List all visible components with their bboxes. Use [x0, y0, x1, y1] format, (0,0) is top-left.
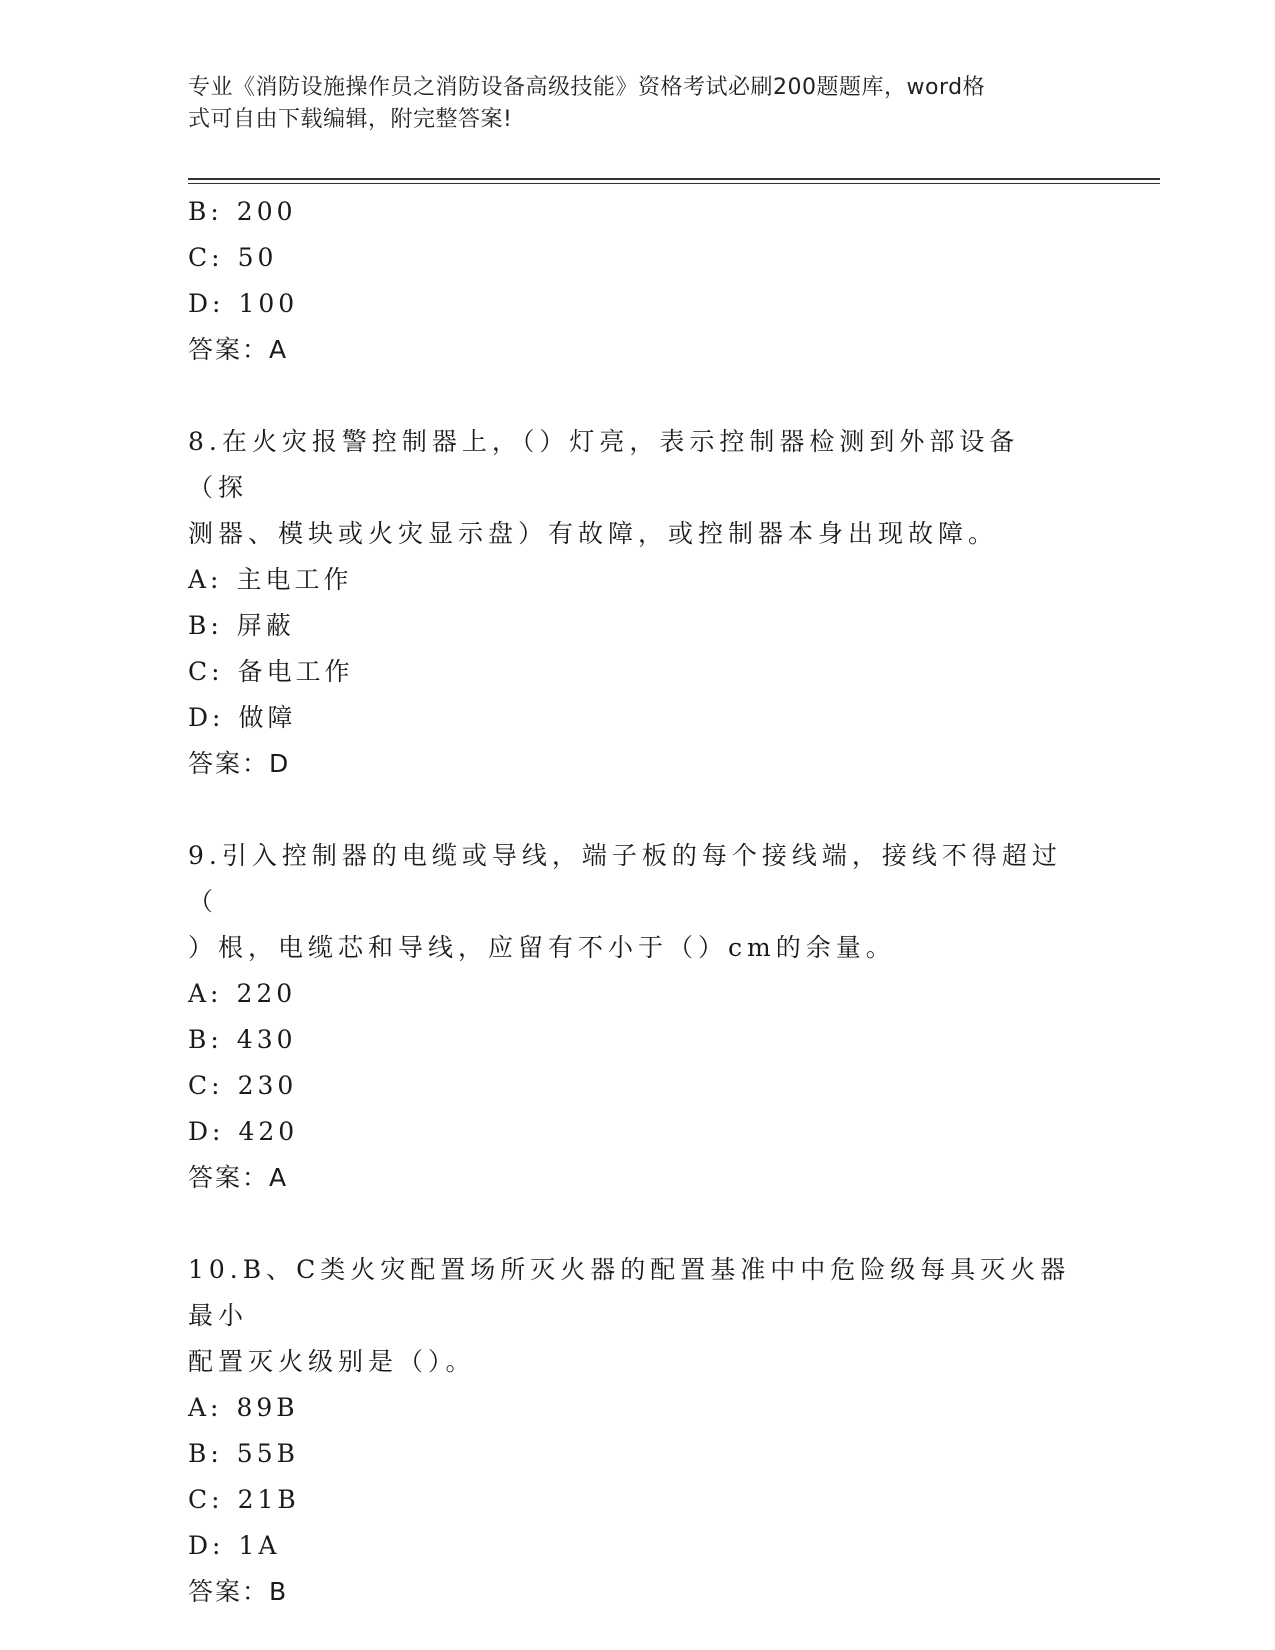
option-a: A: 89B [188, 1393, 299, 1422]
question-stem: 10.B、C类火灾配置场所灭火器的配置基准中中危险级每具灭火器最小 配置灭火级别是（）。 [188, 1255, 1071, 1376]
document-header [188, 72, 1068, 136]
answer-line: 答案：B [188, 1577, 289, 1606]
option-a: A: 220 [188, 979, 297, 1008]
option-d: D: 420 [188, 1117, 299, 1146]
option-c: C: 备电工作 [188, 657, 354, 686]
option-b: B: 55B [188, 1439, 299, 1468]
option-d: D: 做障 [188, 703, 297, 732]
question-list [188, 189, 1088, 1615]
option-b: B: 430 [188, 1025, 297, 1054]
header-title-line-1: 专业《消防设施操作员之消防设备高级技能》资格考试必刷200题题库，word格 [188, 75, 986, 100]
option-b: B: 200 [188, 197, 297, 226]
option-d: D: 1A [188, 1531, 281, 1560]
question-stem: 8.在火灾报警控制器上，（）灯亮，表示控制器检测到外部设备（探 测器、模块或火灾显示盘）有故障，或控制器本身出现故障。 [188, 427, 1020, 548]
option-c: C: 50 [188, 243, 278, 272]
carryover-question [188, 189, 1088, 373]
option-d: D: 100 [188, 289, 299, 318]
header-divider-thick [188, 178, 1160, 180]
option-a: A: 主电工作 [188, 565, 353, 594]
answer-line: 答案：A [188, 1163, 289, 1192]
answer-line: 答案：D [188, 749, 291, 778]
option-c: C: 230 [188, 1071, 298, 1100]
option-b: B: 屏蔽 [188, 611, 295, 640]
option-c: C: 21B [188, 1485, 300, 1514]
question-10 [188, 1247, 1088, 1615]
question-8 [188, 419, 1088, 787]
answer-line: 答案：A [188, 335, 289, 364]
question-9 [188, 833, 1088, 1201]
header-divider-thin [188, 183, 1160, 184]
question-stem: 9.引入控制器的电缆或导线，端子板的每个接线端，接线不得超过（ ）根，电缆芯和导线，应留有不小于（）cm的余量。 [188, 841, 1062, 962]
header-title-line-2: 式可自由下载编辑，附完整答案! [188, 107, 513, 132]
